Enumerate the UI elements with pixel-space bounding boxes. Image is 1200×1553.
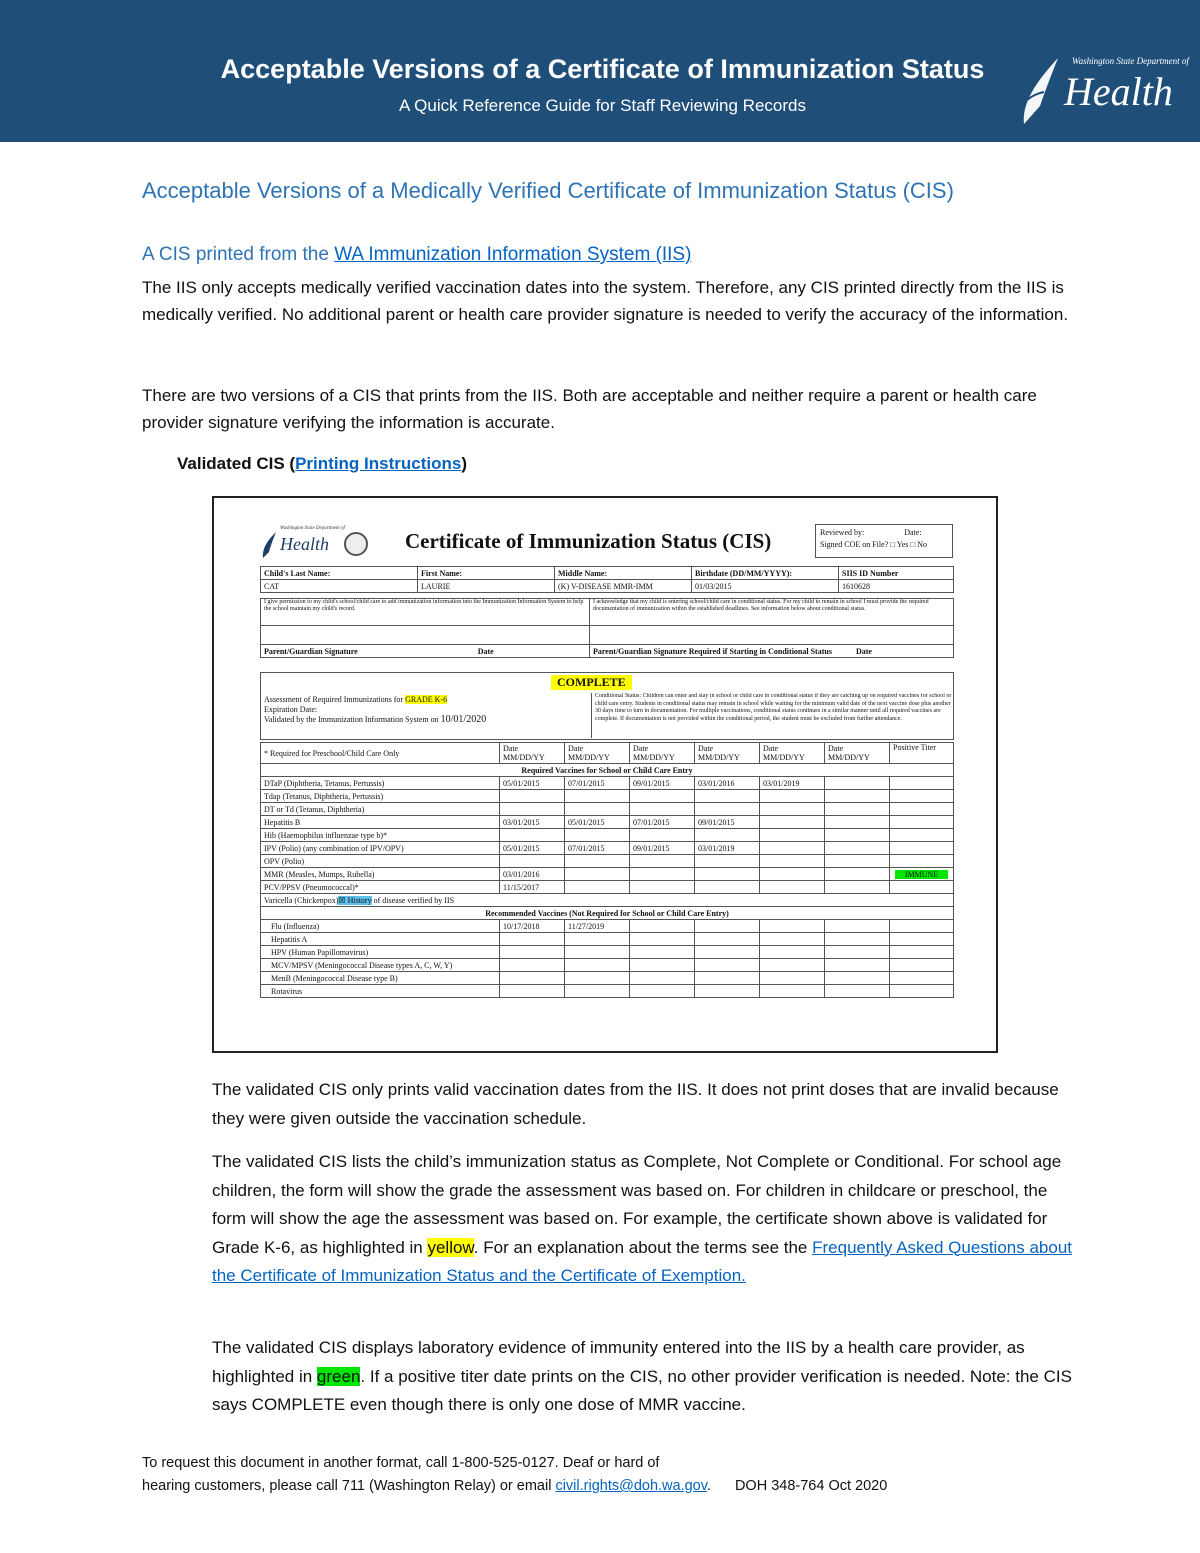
required-section-label: Required Vaccines for School or Child Care Entry <box>261 764 954 777</box>
vaccine-name: DT or Td (Tetanus, Diphtheria) <box>261 803 500 816</box>
vaccine-date <box>760 790 825 803</box>
positive-titer <box>890 868 954 881</box>
date-column-header <box>630 743 695 764</box>
varicella-cell <box>261 894 954 907</box>
page-title: Acceptable Versions of a Certificate of Immunization Status <box>220 54 985 84</box>
vaccine-date <box>760 920 825 933</box>
vaccine-date <box>760 842 825 855</box>
vaccine-name: OPV (Polio) <box>261 855 500 868</box>
date-col-format: MM/DD/YY <box>828 753 870 762</box>
vaccine-date <box>825 881 890 894</box>
vaccine-name: Rotavirus <box>261 985 500 998</box>
date-column-header <box>695 743 760 764</box>
vaccine-date <box>630 920 695 933</box>
vaccine-date <box>500 829 565 842</box>
signature-space <box>590 626 954 645</box>
signature-date-label: Date <box>477 646 494 656</box>
child-last-name: CAT <box>261 580 418 593</box>
vaccine-date <box>695 972 760 985</box>
parent-signature-text: Parent/Guardian Signature <box>264 646 358 656</box>
positive-titer <box>890 790 954 803</box>
conditional-date-label: Date <box>855 646 872 656</box>
date-col-format: MM/DD/YY <box>503 753 545 762</box>
review-date-label: Date: <box>904 528 922 537</box>
footer-line-2 <box>142 1475 1042 1498</box>
vaccine-date <box>825 985 890 998</box>
assessment-line <box>264 695 486 705</box>
assessment-text <box>264 695 486 725</box>
child-info-header-row <box>261 567 954 580</box>
validated-cis-label <box>177 454 467 474</box>
footer-line-1: To request this document in another format, call 1-800-525-0127. Deaf or hard of <box>142 1455 660 1471</box>
footer-text-end: . <box>706 1478 711 1494</box>
date-column-header <box>825 743 890 764</box>
vaccine-date <box>825 842 890 855</box>
vaccine-name: IPV (Polio) (any combination of IPV/OPV) <box>261 842 500 855</box>
vaccine-date <box>500 855 565 868</box>
section-heading: Acceptable Versions of a Medically Verified Certificate of Immunization Status (CIS) <box>142 178 954 203</box>
vaccine-date: 09/01/2015 <box>630 777 695 790</box>
leaf-icon <box>1014 54 1066 128</box>
vaccine-name: MCV/MPSV (Meningococcal Disease types A, C, W, Y) <box>261 959 500 972</box>
positive-titer <box>890 959 954 972</box>
body-paragraph-3 <box>212 1334 1072 1420</box>
reviewed-by-label: Reviewed by: <box>820 528 865 537</box>
vaccine-date: 05/01/2015 <box>500 777 565 790</box>
intro-paragraph-1: The IIS only accepts medically verified vaccination dates into the system. Therefore, any CIS printed directly from the IIS is medically verified. No additional parent or health care provider signature is needed to verify the accuracy of the information. <box>142 278 1069 324</box>
signature-space <box>261 626 590 645</box>
positive-titer <box>890 946 954 959</box>
assessment-label: Assessment of Required Immunizations for <box>264 695 404 704</box>
date-col-label: Date <box>568 744 584 753</box>
logo-health-text: Health <box>1064 69 1173 114</box>
subsection-heading-prefix: A CIS printed from the <box>142 244 335 265</box>
subsection-heading <box>142 244 691 266</box>
vaccine-date <box>630 959 695 972</box>
review-box <box>815 524 953 558</box>
footer-text: hearing customers, please call 711 (Washington Relay) or email <box>142 1478 556 1494</box>
vaccine-date <box>760 933 825 946</box>
vaccine-date <box>760 816 825 829</box>
vaccine-date <box>825 777 890 790</box>
vaccine-date <box>695 933 760 946</box>
email-link[interactable]: civil.rights@doh.wa.gov <box>555 1478 707 1494</box>
vaccine-name: HPV (Human Papillomavirus) <box>261 946 500 959</box>
paragraph-3-text-b: . If a positive titer date prints on the CIS, no other provider verification is needed. Note: the CIS says COMPLETE even though there is only one dose of MMR vaccine. <box>212 1366 1072 1414</box>
faq-link[interactable]: Frequently Asked Questions about the Certificate of Immunization Status and the Certificate of Exemption. <box>212 1237 1072 1285</box>
vaccine-date <box>500 959 565 972</box>
vaccine-date <box>565 881 630 894</box>
document-id: DOH 348-764 Oct 2020 <box>734 1478 888 1494</box>
vaccine-date: 07/01/2015 <box>565 842 630 855</box>
table-row <box>261 959 954 972</box>
vaccine-date <box>760 959 825 972</box>
vaccine-date <box>630 829 695 842</box>
recommended-rows <box>261 920 954 998</box>
vaccine-date <box>760 868 825 881</box>
body-paragraph-2 <box>212 1148 1072 1291</box>
acknowledge-text: I acknowledge that my child is entering school/child care in conditional status. For my child to remain in school I must provide the required documentation of immunization within the established deadlines. See information below about conditional status. <box>590 599 954 626</box>
vaccine-date <box>760 985 825 998</box>
date-col-format: MM/DD/YY <box>763 753 805 762</box>
validated-date: 10/01/2020 <box>440 714 487 725</box>
positive-titer <box>890 855 954 868</box>
date-col-format: MM/DD/YY <box>633 753 675 762</box>
table-row <box>261 829 954 842</box>
vaccine-date <box>565 933 630 946</box>
header-cell: SIIS ID Number <box>839 567 954 580</box>
table-row <box>261 972 954 985</box>
vaccine-date <box>760 881 825 894</box>
vaccine-name: Flu (Influenza) <box>261 920 500 933</box>
permission-row <box>261 599 954 626</box>
date-column-header <box>500 743 565 764</box>
recommended-section-row <box>261 907 954 920</box>
positive-titer <box>890 777 954 790</box>
child-info-table <box>260 566 954 593</box>
varicella-row <box>261 894 954 907</box>
vaccine-date <box>500 946 565 959</box>
vaccine-date <box>565 985 630 998</box>
vaccine-date <box>630 803 695 816</box>
positive-titer <box>890 985 954 998</box>
vaccine-date: 05/01/2015 <box>565 816 630 829</box>
vaccine-date: 07/01/2015 <box>630 816 695 829</box>
positive-titer <box>890 842 954 855</box>
vaccine-date <box>565 855 630 868</box>
table-row <box>261 985 954 998</box>
vaccine-date <box>825 829 890 842</box>
positive-titer <box>890 829 954 842</box>
vaccine-name: DTaP (Diphtheria, Tetanus, Pertussis) <box>261 777 500 790</box>
vaccine-date <box>695 790 760 803</box>
vaccine-date <box>565 972 630 985</box>
table-row <box>261 855 954 868</box>
vaccine-date <box>630 855 695 868</box>
positive-titer <box>890 816 954 829</box>
varicella-prefix: Varicella (Chickenpox) <box>264 895 339 905</box>
validated-by-label: Validated by the Immunization Information System on <box>264 715 439 724</box>
vaccine-date <box>695 985 760 998</box>
vaccine-date <box>825 803 890 816</box>
table-row <box>261 920 954 933</box>
positive-titer <box>890 972 954 985</box>
varicella-suffix: of disease verified by IIS <box>371 895 455 905</box>
vaccine-date <box>760 855 825 868</box>
vaccine-date <box>565 946 630 959</box>
table-row <box>261 777 954 790</box>
conditional-signature-label <box>590 645 954 658</box>
vaccine-date <box>565 868 630 881</box>
positive-titer <box>890 933 954 946</box>
vaccine-date <box>630 881 695 894</box>
vaccine-name: Hepatitis B <box>261 816 500 829</box>
paragraph-2-text-a: The validated CIS lists the child’s immunization status as Complete, Not Complete or Conditional. For school age children, the form will show the grade the assessment was based on. For children in childcare or preschool, the form will show the age the assessment was based on. For example, the certificate shown above is validated for Grade K-6, as highlighted in <box>212 1152 1062 1257</box>
table-row <box>261 842 954 855</box>
review-box-line-1 <box>820 527 948 539</box>
vaccine-date <box>565 959 630 972</box>
vaccine-date <box>695 803 760 816</box>
vaccine-name: PCV/PPSV (Pneumococcal)* <box>261 881 500 894</box>
page-subtitle: A Quick Reference Guide for Staff Reviewing Records <box>399 96 806 115</box>
certificate-image <box>212 496 998 1053</box>
recommended-section-label: Recommended Vaccines (Not Required for School or Child Care Entry) <box>261 907 954 920</box>
date-col-label: Date <box>503 744 519 753</box>
vaccine-date: 03/01/2016 <box>500 868 565 881</box>
signature-space-row <box>261 626 954 645</box>
vaccine-date <box>695 829 760 842</box>
parent-signature-label <box>261 645 590 658</box>
vaccine-date <box>695 868 760 881</box>
permission-table <box>260 598 954 658</box>
vaccine-date <box>500 790 565 803</box>
validated-by-line <box>264 715 486 725</box>
validated-cis-close: ) <box>461 454 467 473</box>
vaccine-date <box>825 920 890 933</box>
assessment-grade: GRADE K-6 <box>405 695 448 704</box>
assessment-box <box>260 672 954 740</box>
header-banner <box>0 0 1200 142</box>
date-col-label: Date <box>828 744 844 753</box>
table-row <box>261 881 954 894</box>
vaccine-date <box>565 803 630 816</box>
vaccine-date <box>825 816 890 829</box>
expiration-label: Expiration Date: <box>264 705 318 714</box>
permission-text: I give permission to my child's school/child care to add immunization information into the Immunization Information System to help the school maintain my child's record. <box>261 599 590 626</box>
date-column-header <box>760 743 825 764</box>
vaccine-date <box>825 855 890 868</box>
positive-titer-header: Positive Titer <box>890 743 954 764</box>
date-col-label: Date <box>763 744 779 753</box>
table-row <box>261 803 954 816</box>
vaccine-date: 03/01/2015 <box>500 816 565 829</box>
vaccine-date: 03/01/2019 <box>695 842 760 855</box>
iis-link[interactable]: WA Immunization Information System (IIS) <box>334 244 692 265</box>
header-cell: First Name: <box>418 567 555 580</box>
vaccine-date <box>500 985 565 998</box>
vaccine-date <box>500 972 565 985</box>
vaccine-date: 10/17/2018 <box>500 920 565 933</box>
table-row <box>261 868 954 881</box>
child-siis-id: 1610628 <box>839 580 954 593</box>
vaccine-date: 03/01/2016 <box>695 777 760 790</box>
positive-titer <box>890 881 954 894</box>
certificate-title: Certificate of Immunization Status (CIS) <box>405 529 772 553</box>
vaccine-date <box>825 946 890 959</box>
certificate-logo-agency: Washington State Department of <box>280 526 345 531</box>
signature-label-row <box>261 645 954 658</box>
positive-titer <box>890 920 954 933</box>
vaccine-date <box>825 790 890 803</box>
header-cell: Child's Last Name: <box>261 567 418 580</box>
header-cell: Middle Name: <box>555 567 692 580</box>
header-cell: Birthdate (DD/MM/YYYY): <box>692 567 839 580</box>
vaccine-date <box>695 881 760 894</box>
vaccine-date <box>695 855 760 868</box>
date-col-label: Date <box>698 744 714 753</box>
vaccine-date <box>695 920 760 933</box>
footer <box>142 1452 1042 1498</box>
vaccine-date <box>565 829 630 842</box>
yellow-highlight: yellow <box>427 1237 474 1257</box>
vaccine-date: 07/01/2015 <box>565 777 630 790</box>
vaccine-date <box>695 959 760 972</box>
vaccine-name: Hepatitis A <box>261 933 500 946</box>
vaccine-name: MMR (Measles, Mumps, Rubella) <box>261 868 500 881</box>
vaccine-date: 11/15/2017 <box>500 881 565 894</box>
intro-paragraph-2: There are two versions of a CIS that prints from the IIS. Both are acceptable and neither require a parent or health care provider signature verifying the information is accurate. <box>142 386 1037 432</box>
vaccine-date: 09/01/2015 <box>630 842 695 855</box>
leaf-icon <box>260 530 278 560</box>
required-rows <box>261 777 954 894</box>
doh-logo <box>1014 54 1189 128</box>
vaccine-date: 03/01/2019 <box>760 777 825 790</box>
table-row <box>261 946 954 959</box>
vaccine-date: 05/01/2015 <box>500 842 565 855</box>
vaccine-date <box>760 803 825 816</box>
vaccine-date <box>630 985 695 998</box>
child-middle-name: (K) V-DISEASE MMR-IMM <box>555 580 692 593</box>
vaccine-date <box>825 972 890 985</box>
vaccine-date <box>760 972 825 985</box>
paragraph-3-text-a: The validated CIS displays laboratory evidence of immunity entered into the IIS by a health care provider, as highlighted in <box>212 1338 1025 1386</box>
history-flag: ☒ History <box>338 895 372 905</box>
child-first-name: LAURIE <box>418 580 555 593</box>
signed-coe-label: Signed COE on File? □ Yes □ No <box>820 540 928 549</box>
titer-value: IMMUNE <box>895 870 948 879</box>
vaccine-date <box>760 946 825 959</box>
vaccine-date <box>630 972 695 985</box>
conditional-signature-text: Parent/Guardian Signature Required if Starting in Conditional Status <box>593 646 832 656</box>
vaccine-table <box>260 742 954 998</box>
child-info-value-row <box>261 580 954 593</box>
vaccine-date <box>630 868 695 881</box>
table-row <box>261 933 954 946</box>
date-column-header <box>565 743 630 764</box>
vaccine-date <box>760 829 825 842</box>
vaccine-date <box>500 803 565 816</box>
table-row <box>261 816 954 829</box>
state-seal-icon <box>344 532 368 556</box>
vaccine-date <box>695 946 760 959</box>
vaccine-date <box>825 868 890 881</box>
date-col-format: MM/DD/YY <box>698 753 740 762</box>
vaccine-date <box>630 933 695 946</box>
vaccine-date <box>825 933 890 946</box>
printing-instructions-link[interactable]: Printing Instructions <box>295 454 462 473</box>
date-col-format: MM/DD/YY <box>568 753 610 762</box>
table-row <box>261 790 954 803</box>
conditional-status-text: Conditional Status: Children can enter and stay in school or child care in conditional status if they are catching up on required vaccines for school or child care entry. Students in conditional status may remain in school while waiting for the minimum valid date of the next vaccine dose plus another 30 days time to turn in documentation. For multiple vaccinations, conditional status continues in a similar manner until all required vaccines are complete. If documentation is not provided within the conditional period, the student must be excluded from further attendance. <box>591 693 953 738</box>
required-section-row <box>261 764 954 777</box>
body-paragraph-1: The validated CIS only prints valid vaccination dates from the IIS. It does not print doses that are invalid because they were given outside the vaccination schedule. <box>212 1080 1059 1128</box>
certificate-logo-health: Health <box>280 534 329 554</box>
vaccine-name: MenB (Meningococcal Disease type B) <box>261 972 500 985</box>
vaccine-header-row <box>261 743 954 764</box>
green-highlight: green <box>316 1366 361 1386</box>
logo-agency-text: Washington State Department of <box>1072 56 1189 66</box>
vaccine-date <box>630 946 695 959</box>
vaccine-name: Hib (Haemophilus influenzae type b)* <box>261 829 500 842</box>
paragraph-2-text-b: . For an explanation about the terms see the <box>473 1237 813 1257</box>
positive-titer <box>890 803 954 816</box>
vaccine-date <box>630 790 695 803</box>
validated-cis-text: Validated CIS ( <box>177 454 296 473</box>
vaccine-date: 11/27/2019 <box>565 920 630 933</box>
child-birthdate: 01/03/2015 <box>692 580 839 593</box>
vaccine-date <box>565 790 630 803</box>
date-col-label: Date <box>633 744 649 753</box>
vaccine-name: Tdap (Tetanus, Diphtheria, Pertussis) <box>261 790 500 803</box>
vaccine-date <box>500 933 565 946</box>
vaccine-date <box>825 959 890 972</box>
required-note: * Required for Preschool/Child Care Only <box>261 743 500 764</box>
status-badge: COMPLETE <box>551 675 632 690</box>
vaccine-date: 09/01/2015 <box>695 816 760 829</box>
certificate-logo <box>260 526 380 562</box>
